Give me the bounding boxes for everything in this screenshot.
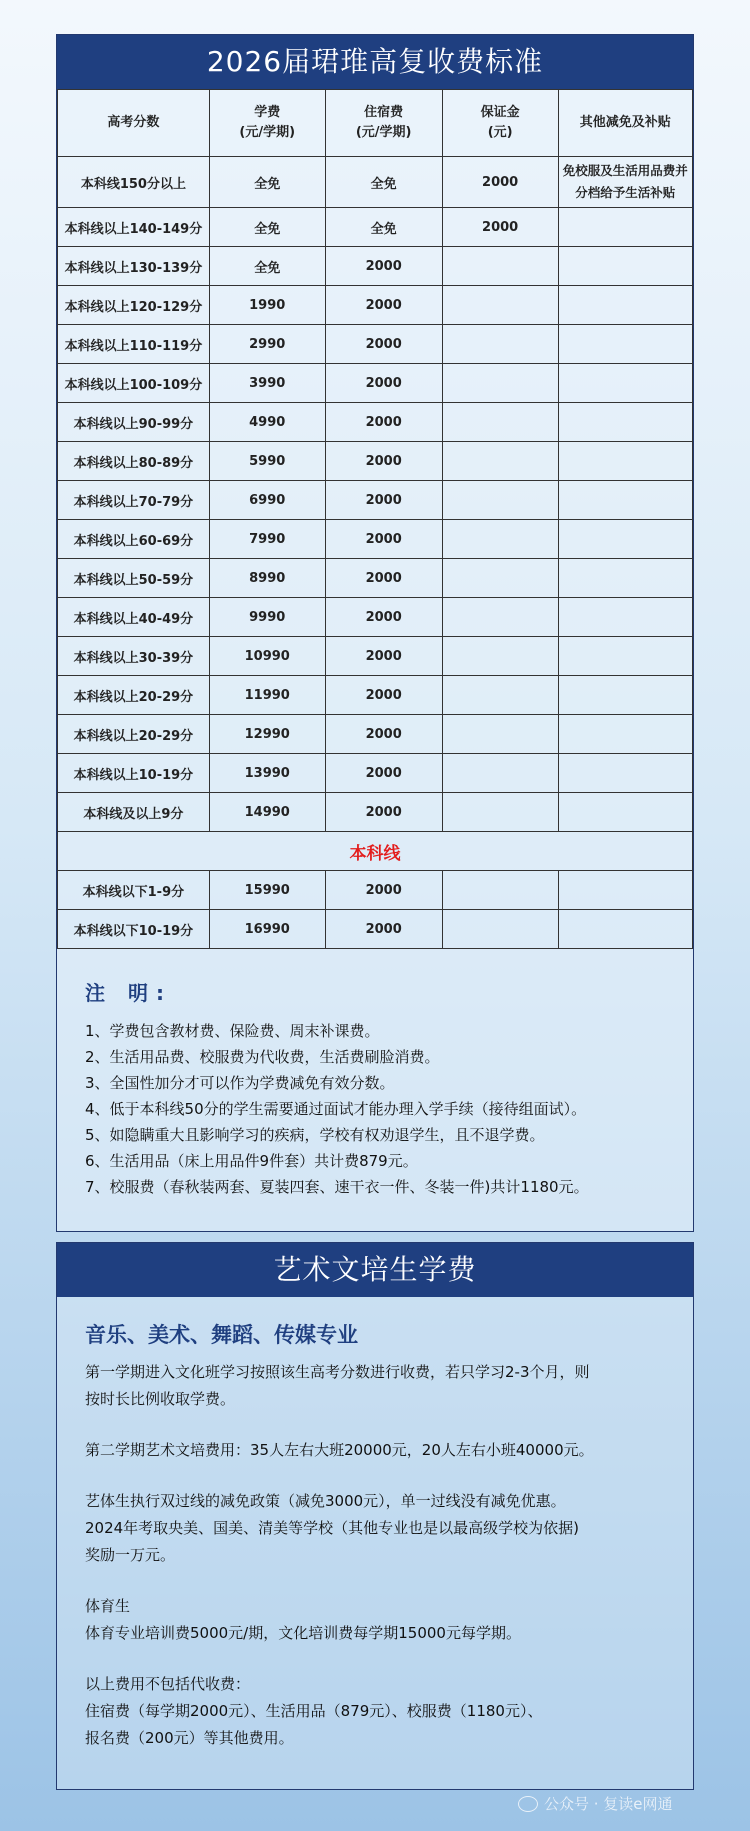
table-row [58, 715, 693, 754]
cell-deposit [442, 871, 558, 910]
cell-deposit [442, 793, 558, 832]
cell-other [558, 208, 692, 247]
cell-other [558, 598, 692, 637]
cell-other [558, 715, 692, 754]
cell-dorm: 2000 [325, 871, 442, 910]
cell-other [558, 481, 692, 520]
cell-other [558, 793, 692, 832]
cell-score: 本科线以上20-29分 [58, 676, 210, 715]
cell-deposit [442, 481, 558, 520]
cell-deposit [442, 247, 558, 286]
cell-other [558, 910, 692, 949]
table-row [58, 481, 693, 520]
cell-score: 本科线以上110-119分 [58, 325, 210, 364]
cell-tuition: 16990 [209, 910, 325, 949]
divider-row [58, 832, 693, 871]
table-row [58, 676, 693, 715]
art-paragraph: 住宿费（每学期2000元）、生活用品（879元）、校服费（1180元）、 [85, 1702, 543, 1720]
fee-standard-card [56, 34, 694, 1232]
table-row [58, 910, 693, 949]
header-deposit: 保证金 (元) [442, 90, 558, 157]
cell-dorm: 2000 [325, 637, 442, 676]
cell-tuition: 11990 [209, 676, 325, 715]
cell-score: 本科线以上90-99分 [58, 403, 210, 442]
cell-dorm: 2000 [325, 910, 442, 949]
cell-score: 本科线以上80-89分 [58, 442, 210, 481]
header-tuition: 学费 (元/学期) [209, 90, 325, 157]
header-score: 高考分数 [58, 90, 210, 157]
table-row [58, 442, 693, 481]
cell-deposit: 2000 [442, 157, 558, 208]
cell-dorm: 2000 [325, 715, 442, 754]
cell-dorm: 2000 [325, 364, 442, 403]
cell-other [558, 559, 692, 598]
cell-score: 本科线以上10-19分 [58, 754, 210, 793]
notes-section [57, 949, 693, 1200]
cell-score: 本科线以下1-9分 [58, 871, 210, 910]
cell-tuition: 7990 [209, 520, 325, 559]
art-paragraph: 第一学期进入文化班学习按照该生高考分数进行收费，若只学习2-3个月，则 [85, 1363, 590, 1381]
cell-deposit [442, 442, 558, 481]
art-paragraph: 艺体生执行双过线的减免政策（减免3000元），单一过线没有减免优惠。 [85, 1492, 566, 1510]
art-paragraph: 报名费（200元）等其他费用。 [85, 1729, 294, 1747]
note-item: 2、生活用品费、校服费为代收费，生活费刷脸消费。 [85, 1048, 440, 1066]
cell-score: 本科线及以上9分 [58, 793, 210, 832]
cell-tuition: 12990 [209, 715, 325, 754]
cell-score: 本科线150分以上 [58, 157, 210, 208]
art-paragraph: 2024年考取央美、国美、清美等学校（其他专业也是以最高级学校为依据) [85, 1519, 580, 1537]
table-row [58, 598, 693, 637]
table-row [58, 247, 693, 286]
art-paragraph: 体育生 [85, 1597, 131, 1615]
cell-tuition: 5990 [209, 442, 325, 481]
watermark-text: 公众号 · 复读e网通 [544, 1795, 673, 1813]
cell-other [558, 364, 692, 403]
cell-deposit [442, 520, 558, 559]
cell-deposit [442, 403, 558, 442]
table-row [58, 403, 693, 442]
cell-other [558, 247, 692, 286]
cell-dorm: 2000 [325, 481, 442, 520]
cell-score: 本科线以上70-79分 [58, 481, 210, 520]
table-row [58, 364, 693, 403]
note-item: 4、低于本科线50分的学生需要通过面试才能办理入学手续（接待组面试）。 [85, 1100, 587, 1118]
cell-deposit [442, 754, 558, 793]
art-paragraph: 第二学期艺术文培费用：35人左右大班20000元，20人左右小班40000元。 [85, 1441, 594, 1459]
table-row [58, 157, 693, 208]
table-row [58, 871, 693, 910]
table-row [58, 286, 693, 325]
art-card-title: 艺术文培生学费 [57, 1243, 693, 1297]
table-row [58, 754, 693, 793]
cell-tuition: 2990 [209, 325, 325, 364]
note-item: 7、校服费（春秋装两套、夏装四套、速干衣一件、冬装一件)共计1180元。 [85, 1178, 589, 1196]
art-paragraph: 按时长比例收取学费。 [85, 1390, 236, 1408]
cell-dorm: 2000 [325, 286, 442, 325]
header-other: 其他减免及补贴 [558, 90, 692, 157]
art-paragraph: 体育专业培训费5000元/期，文化培训费每学期15000元每学期。 [85, 1624, 521, 1642]
cell-other [558, 637, 692, 676]
cell-dorm: 2000 [325, 325, 442, 364]
cell-tuition: 全免 [209, 208, 325, 247]
cell-dorm: 全免 [325, 208, 442, 247]
cell-other [558, 286, 692, 325]
cell-other [558, 520, 692, 559]
cell-tuition: 4990 [209, 403, 325, 442]
cell-deposit [442, 286, 558, 325]
cell-deposit [442, 559, 558, 598]
note-item: 3、全国性加分才可以作为学费减免有效分数。 [85, 1074, 395, 1092]
table-row [58, 637, 693, 676]
cell-tuition: 15990 [209, 871, 325, 910]
table-header-row [58, 90, 693, 157]
cell-dorm: 2000 [325, 559, 442, 598]
cell-dorm: 2000 [325, 403, 442, 442]
cell-score: 本科线以上50-59分 [58, 559, 210, 598]
cell-tuition: 9990 [209, 598, 325, 637]
cell-tuition: 6990 [209, 481, 325, 520]
table-row [58, 208, 693, 247]
cell-score: 本科线以上20-29分 [58, 715, 210, 754]
table-row [58, 793, 693, 832]
cell-other [558, 325, 692, 364]
cell-other: 免校服及生活用品费并 分档给予生活补贴 [558, 157, 692, 208]
cell-dorm: 2000 [325, 442, 442, 481]
cell-score: 本科线以上140-149分 [58, 208, 210, 247]
cell-tuition: 14990 [209, 793, 325, 832]
cell-dorm: 2000 [325, 754, 442, 793]
table-row [58, 325, 693, 364]
cell-score: 本科线以下10-19分 [58, 910, 210, 949]
cell-score: 本科线以上130-139分 [58, 247, 210, 286]
art-body [57, 1297, 675, 1752]
cell-other [558, 676, 692, 715]
cell-dorm: 2000 [325, 598, 442, 637]
note-item: 6、生活用品（床上用品件9件套）共计费879元。 [85, 1152, 418, 1170]
art-paragraph: 奖励一万元。 [85, 1546, 176, 1564]
cell-score: 本科线以上100-109分 [58, 364, 210, 403]
cell-tuition: 8990 [209, 559, 325, 598]
note-item: 5、如隐瞒重大且影响学习的疾病，学校有权劝退学生，且不退学费。 [85, 1126, 545, 1144]
table-row [58, 520, 693, 559]
fee-table-title: 2026届珺琟高复收费标准 [57, 35, 693, 89]
cell-deposit: 2000 [442, 208, 558, 247]
cell-deposit [442, 325, 558, 364]
cell-dorm: 2000 [325, 247, 442, 286]
cell-dorm: 2000 [325, 520, 442, 559]
art-paragraph: 以上费用不包括代收费： [85, 1675, 251, 1693]
header-dorm: 住宿费 (元/学期) [325, 90, 442, 157]
cell-deposit [442, 910, 558, 949]
cell-score: 本科线以上120-129分 [58, 286, 210, 325]
watermark [518, 1793, 673, 1814]
cell-deposit [442, 364, 558, 403]
note-item: 1、学费包含教材费、保险费、周末补课费。 [85, 1022, 380, 1040]
cell-dorm: 2000 [325, 676, 442, 715]
cell-score: 本科线以上30-39分 [58, 637, 210, 676]
cell-tuition: 3990 [209, 364, 325, 403]
cell-score: 本科线以上60-69分 [58, 520, 210, 559]
cell-tuition: 全免 [209, 247, 325, 286]
baseline-divider: 本科线 [58, 832, 693, 871]
table-row [58, 559, 693, 598]
cell-dorm: 2000 [325, 793, 442, 832]
notes-title: 注 明: [85, 981, 172, 1005]
cell-tuition: 1990 [209, 286, 325, 325]
fee-table [57, 89, 693, 949]
cell-other [558, 754, 692, 793]
art-heading: 音乐、美术、舞蹈、传媒专业 [85, 1323, 358, 1347]
cell-other [558, 442, 692, 481]
cell-tuition: 13990 [209, 754, 325, 793]
cell-other [558, 403, 692, 442]
wechat-icon [518, 1796, 538, 1812]
cell-other [558, 871, 692, 910]
cell-deposit [442, 637, 558, 676]
cell-deposit [442, 715, 558, 754]
cell-score: 本科线以上40-49分 [58, 598, 210, 637]
art-student-fee-card [56, 1242, 694, 1790]
cell-dorm: 全免 [325, 157, 442, 208]
cell-deposit [442, 676, 558, 715]
cell-tuition: 10990 [209, 637, 325, 676]
cell-tuition: 全免 [209, 157, 325, 208]
cell-deposit [442, 598, 558, 637]
